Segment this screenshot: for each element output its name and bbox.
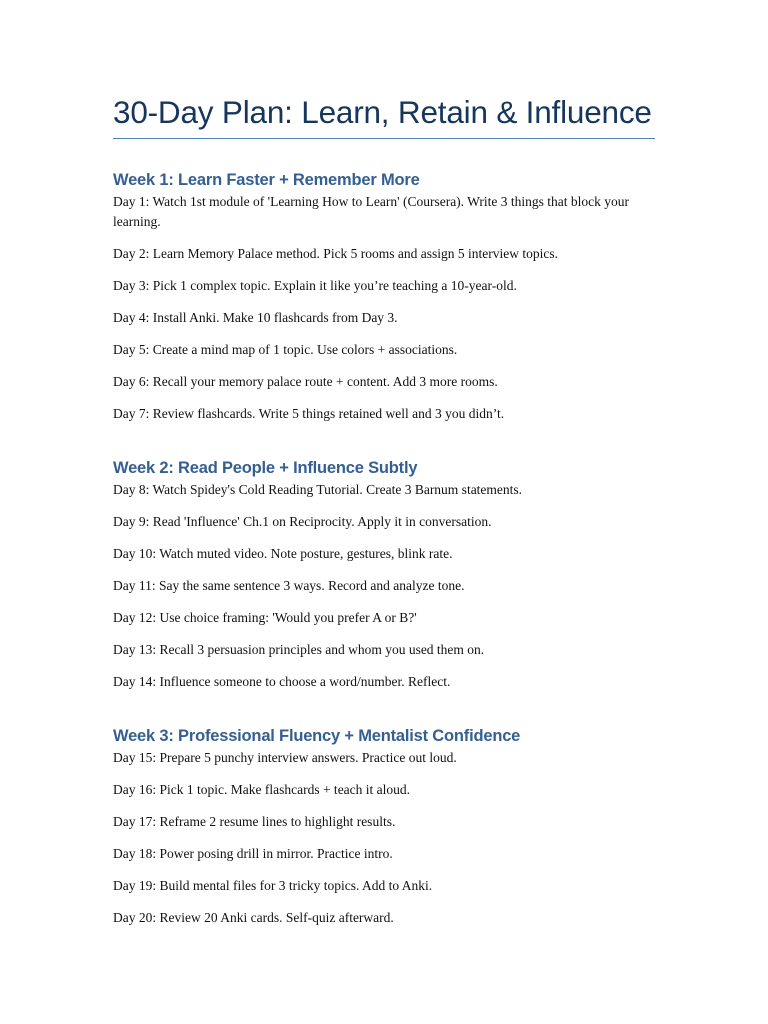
week-1-heading: Week 1: Learn Faster + Remember More [113,171,420,189]
week-1-section [113,169,655,424]
day-3-item: Day 3: Pick 1 complex topic. Explain it like you’re teaching a 10-year-old. [113,278,517,293]
day-13-item: Day 13: Recall 3 persuasion principles and whom you used them on. [113,642,485,657]
day-18-item: Day 18: Power posing drill in mirror. Practice intro. [113,846,393,861]
day-16-item: Day 16: Pick 1 topic. Make flashcards + teach it aloud. [113,782,411,797]
document-title: 30-Day Plan: Learn, Retain & Influence [113,94,652,130]
day-8-item: Day 8: Watch Spidey's Cold Reading Tutorial. Create 3 Barnum statements. [113,482,523,497]
day-5-item: Day 5: Create a mind map of 1 topic. Use colors + associations. [113,342,458,357]
day-7-item: Day 7: Review flashcards. Write 5 things retained well and 3 you didn’t. [113,406,505,421]
week-3-section [113,725,655,928]
day-9-item: Day 9: Read 'Influence' Ch.1 on Reciprocity. Apply it in conversation. [113,514,492,529]
day-12-item: Day 12: Use choice framing: 'Would you prefer A or B?' [113,610,417,625]
week-2-heading: Week 2: Read People + Influence Subtly [113,459,418,477]
day-15-item: Day 15: Prepare 5 punchy interview answers. Practice out loud. [113,750,457,765]
day-6-item: Day 6: Recall your memory palace route + content. Add 3 more rooms. [113,374,498,389]
day-20-item: Day 20: Review 20 Anki cards. Self-quiz afterward. [113,910,394,925]
day-11-item: Day 11: Say the same sentence 3 ways. Record and analyze tone. [113,578,465,593]
document-page [113,92,655,928]
day-14-item: Day 14: Influence someone to choose a word/number. Reflect. [113,674,451,689]
day-10-item: Day 10: Watch muted video. Note posture, gestures, blink rate. [113,546,453,561]
title-divider [113,138,655,139]
day-1-item: Day 1: Watch 1st module of 'Learning How to Learn' (Coursera). Write 3 things that block your learning. [113,194,629,229]
day-4-item: Day 4: Install Anki. Make 10 flashcards from Day 3. [113,310,398,325]
week-2-section [113,457,655,692]
week-3-heading: Week 3: Professional Fluency + Mentalist Confidence [113,727,521,745]
day-19-item: Day 19: Build mental files for 3 tricky topics. Add to Anki. [113,878,433,893]
day-17-item: Day 17: Reframe 2 resume lines to highlight results. [113,814,396,829]
day-2-item: Day 2: Learn Memory Palace method. Pick 5 rooms and assign 5 interview topics. [113,246,559,261]
